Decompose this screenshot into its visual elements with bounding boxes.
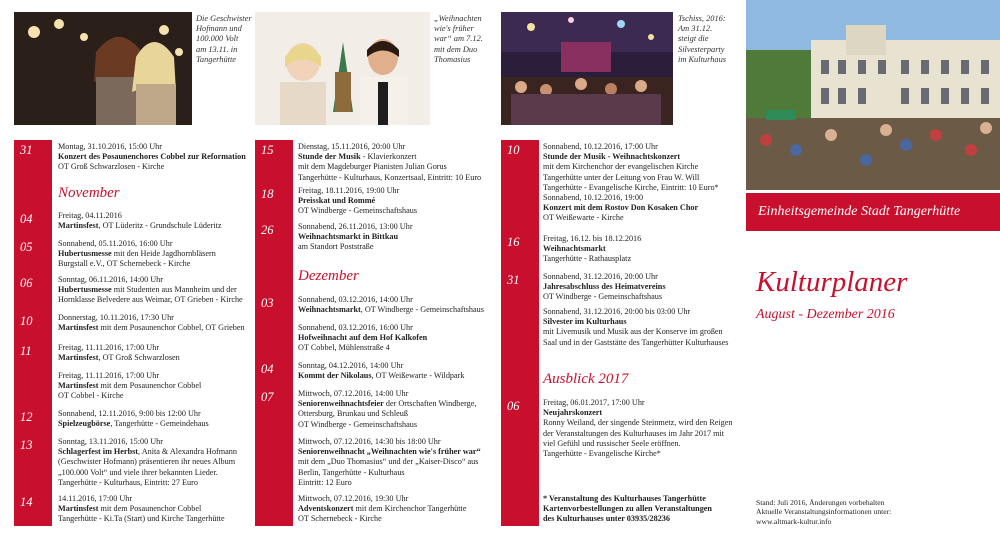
event-line: Konzert mit dem Rostov Don Kosaken Chor bbox=[543, 203, 699, 213]
event-line: Freitag, 11.11.2016, 17:00 Uhr bbox=[58, 371, 160, 380]
footer-info: Stand: Juli 2016, Änderungen vorbehalten Aktuelle Veranstaltungsinformationen unter: www.altmark-kultur.info bbox=[756, 498, 892, 526]
siblings-photo-illustration bbox=[14, 12, 192, 125]
event-entry bbox=[298, 295, 484, 315]
event-line: Saal und in der Gaststätte des Tangerhütter Kulturhauses bbox=[543, 337, 729, 347]
event-line: am Standort Poststraße bbox=[298, 242, 374, 252]
photo-party bbox=[501, 12, 673, 125]
event-line: Martinsfest mit dem Posaunenchor Cobbel, OT Grieben bbox=[58, 323, 245, 333]
kulturhaus-photo-illustration bbox=[746, 0, 1000, 190]
event-entry bbox=[543, 234, 641, 265]
event-line: Berlin, Tangerhütte - Kulturhaus bbox=[298, 467, 405, 477]
event-entry bbox=[58, 275, 243, 306]
event-day-number: 13 bbox=[20, 438, 33, 452]
event-entry bbox=[543, 307, 729, 348]
event-day-number: 03 bbox=[261, 296, 274, 310]
event-line: Sonnabend, 26.11.2016, 13:00 Uhr bbox=[298, 222, 413, 231]
event-entry bbox=[58, 142, 246, 173]
event-line: viel Gefühl und russischer Seele eröffnen. bbox=[543, 438, 681, 448]
event-line: Sonnabend, 10.12.2016, 19:00 bbox=[543, 193, 644, 202]
event-day-number: 04 bbox=[20, 212, 33, 226]
event-day-number: 14 bbox=[20, 495, 33, 509]
event-line: Hubertusmesse mit den Heide Jagdhornbläsern bbox=[58, 249, 216, 259]
event-line: Ronny Weiland, der singende Steinmetz, wird den Reigen bbox=[543, 418, 733, 428]
event-line: Silvester im Kulturhaus bbox=[543, 317, 627, 327]
event-entry bbox=[298, 142, 481, 183]
event-line: mit dem Kirchenchor der evangelischen Kirche bbox=[543, 162, 699, 172]
photo-caption-3: Tschiss, 2016: Am 31.12. steigt die Silvesterparty im Kulturhaus bbox=[678, 14, 727, 64]
kulturplaner-subtitle: August - Dezember 2016 bbox=[756, 307, 895, 322]
event-entry bbox=[58, 211, 222, 231]
event-line: Sonntag, 04.12.2016, 14:00 Uhr bbox=[298, 361, 404, 370]
event-entry bbox=[58, 239, 216, 270]
event-line: Tangerhütte - Rathausplatz bbox=[543, 254, 632, 264]
event-line: OT Weißewarte - Kirche bbox=[543, 213, 624, 223]
event-line: Freitag, 16.12. bis 18.12.2016 bbox=[543, 234, 642, 243]
event-line: Seniorenweihnachtsfeier der Ortschaften Windberge, bbox=[298, 399, 477, 409]
event-line: OT Windberge - Gemeinschaftshaus bbox=[298, 206, 418, 216]
event-line: Hubertusmesse mit Studenten aus Mannheim und der bbox=[58, 285, 237, 295]
event-line: Spielzeugbörse, Tangerhütte - Gemeindehaus bbox=[58, 419, 209, 429]
event-line: mit Livemusik und Musik aus der Konserve im großen bbox=[543, 327, 723, 337]
event-entry bbox=[298, 437, 481, 488]
event-line: Burgstall e.V., OT Schernebeck - Kirche bbox=[58, 259, 191, 269]
photo-siblings bbox=[14, 12, 192, 125]
event-day-number: 16 bbox=[507, 235, 520, 249]
event-entry bbox=[298, 186, 417, 217]
event-line: OT Windberge - Gemeinschaftshaus bbox=[298, 419, 418, 429]
event-day-number: 06 bbox=[20, 276, 33, 290]
event-line: OT Schernebeck - Kirche bbox=[298, 514, 382, 524]
event-entry bbox=[58, 343, 180, 363]
kulturplaner-title: Kulturplaner bbox=[756, 266, 908, 298]
photo-caption-2: „Weihnachten wie's früher war“ am 7.12. mit dem Duo Thomasius bbox=[434, 14, 483, 64]
duo-photo-illustration bbox=[255, 12, 430, 125]
event-line: Sonnabend, 05.11.2016, 16:00 Uhr bbox=[58, 239, 173, 248]
event-line: Tangerhütte unter der Leitung von Frau W. Will bbox=[543, 172, 700, 182]
event-day-number: 26 bbox=[261, 223, 274, 237]
event-day-number: 18 bbox=[261, 187, 274, 201]
event-line: „100.000 Volt“ und viele ihrer bekannten Lieder. bbox=[58, 467, 218, 477]
event-entry bbox=[298, 323, 427, 354]
event-line: Sonntag, 06.11.2016, 14:00 Uhr bbox=[58, 275, 163, 284]
event-line: Freitag, 18.11.2016, 19:00 Uhr bbox=[298, 186, 400, 195]
event-line: Hornklasse Belvedere aus Weimar, OT Grieben - Kirche bbox=[58, 295, 243, 305]
event-line: Sonntag, 13.11.2016, 15:00 Uhr bbox=[58, 437, 163, 446]
event-line: Jahresabschluss des Heimatvereins bbox=[543, 282, 666, 292]
event-line: Tangerhütte - Kulturhaus, Eintritt: 27 Euro bbox=[58, 477, 198, 487]
event-line: Eintritt: 12 Euro bbox=[298, 477, 352, 487]
event-line: Martinsfest, OT Groß Schwarzlosen bbox=[58, 353, 180, 363]
event-entry bbox=[298, 494, 466, 525]
party-photo-illustration bbox=[501, 12, 673, 125]
event-line: Sonnabend, 12.11.2016, 9:00 bis 12:00 Uhr bbox=[58, 409, 201, 418]
event-line: Tangerhütte - Evangelische Kirche, Eintritt: 10 Euro* bbox=[543, 182, 719, 192]
event-line: Sonnabend, 31.12.2016, 20:00 Uhr bbox=[543, 272, 658, 281]
event-entry bbox=[298, 389, 476, 430]
event-line: Konzert des Posaunenchores Cobbel zur Reformation bbox=[58, 152, 246, 162]
event-line: Kommt der Nikolaus, OT Weißewarte - Wildpark bbox=[298, 371, 465, 381]
event-entry bbox=[58, 313, 245, 333]
event-line: Stunde der Musik - Weihnachtskonzert bbox=[543, 152, 681, 162]
event-day-number: 15 bbox=[261, 143, 274, 157]
event-line: mit dem Magdeburger Pianisten Julian Gorus bbox=[298, 162, 447, 172]
event-day-number: 31 bbox=[507, 273, 520, 287]
event-line: Weihnachtsmarkt in Bittkau bbox=[298, 232, 399, 242]
event-day-number: 11 bbox=[20, 344, 32, 358]
event-line: Mittwoch, 07.12.2016, 14:00 Uhr bbox=[298, 389, 409, 398]
event-line: Freitag, 04.11.2016 bbox=[58, 211, 122, 220]
event-line: Weihnachtsmarkt, OT Windberge - Gemeinschaftshaus bbox=[298, 305, 484, 315]
event-entry bbox=[543, 193, 698, 224]
event-line: Sonnabend, 10.12.2016, 17:00 Uhr bbox=[543, 142, 658, 151]
event-line: Freitag, 06.01.2017, 17:00 Uhr bbox=[543, 398, 645, 407]
event-day-number: 04 bbox=[261, 362, 274, 376]
event-line: Preisskat und Rommé bbox=[298, 196, 376, 206]
event-day-number: 31 bbox=[20, 143, 33, 157]
event-line: Ottersburg, Brunkau und Schleuß bbox=[298, 409, 408, 419]
event-line: Stunde der Musik - Klavierkonzert bbox=[298, 152, 417, 162]
event-entry bbox=[543, 272, 666, 303]
event-line: Tangerhütte - Evangelische Kirche* bbox=[543, 449, 661, 459]
municipality-banner: Einheitsgemeinde Stadt Tangerhütte bbox=[746, 193, 1000, 231]
event-line: Sonnabend, 03.12.2016, 16:00 Uhr bbox=[298, 323, 413, 332]
event-line: Hofweihnacht auf dem Hof Kalkofen bbox=[298, 333, 428, 343]
event-entry bbox=[58, 437, 237, 488]
event-entry bbox=[58, 371, 201, 402]
event-line: Donnerstag, 10.11.2016, 17:30 Uhr bbox=[58, 313, 174, 322]
event-line: Mittwoch, 07.12.2016, 14:30 bis 18:00 Uhr bbox=[298, 437, 441, 446]
event-day-number: 06 bbox=[507, 399, 520, 413]
photo-kulturhaus bbox=[746, 0, 1000, 190]
event-line: Weihnachtsmarkt bbox=[543, 244, 606, 254]
event-line: Martinsfest mit dem Posaunenchor Cobbel bbox=[58, 504, 202, 514]
event-entry bbox=[298, 361, 464, 381]
event-entry bbox=[543, 142, 719, 193]
event-line: 14.11.2016, 17:00 Uhr bbox=[58, 494, 133, 503]
event-day-number: 12 bbox=[20, 410, 33, 424]
day-bar-col3 bbox=[501, 140, 539, 526]
event-line: der Veranstaltungen des Kulturhauses im Jahr 2017 mit bbox=[543, 428, 725, 438]
event-line: Martinsfest, OT Lüderitz - Grundschule Lüderitz bbox=[58, 221, 222, 231]
event-line: Tangerhütte - Kulturhaus, Konzertsaal, Eintritt: 10 Euro bbox=[298, 172, 482, 182]
event-day-number: 07 bbox=[261, 390, 274, 404]
event-line: Adventskonzert mit dem Kirchenchor Tangerhütte bbox=[298, 504, 467, 514]
day-bar-col1 bbox=[14, 140, 52, 526]
event-day-number: 10 bbox=[20, 314, 33, 328]
event-line: OT Windberge - Gemeinschaftshaus bbox=[543, 292, 663, 302]
event-line: Neujahrskonzert bbox=[543, 408, 603, 418]
event-line: Sonnabend, 31.12.2016, 20:00 bis 03:00 Uhr bbox=[543, 307, 691, 316]
event-line: Schlagerfest im Herbst, Anita & Alexandra Hofmann bbox=[58, 447, 237, 457]
event-line: Martinsfest mit dem Posaunenchor Cobbel bbox=[58, 381, 202, 391]
event-entry bbox=[298, 222, 413, 253]
event-entry bbox=[58, 409, 209, 429]
event-line: OT Groß Schwarzlosen - Kirche bbox=[58, 162, 165, 172]
kulturhaus-footnote: * Veranstaltung des Kulturhauses Tangerhütte Kartenvorbestellungen zu allen Veranstaltungen des Kulturhauses unter 03935/28236 bbox=[543, 494, 712, 524]
month-heading: November bbox=[58, 185, 120, 201]
event-line: (Geschwister Hofmann) präsentieren ihr neues Album bbox=[58, 457, 236, 467]
event-line: mit dem „Duo Thomasius“ und der „Kaiser-Disco“ aus bbox=[298, 457, 479, 467]
event-entry bbox=[543, 398, 733, 459]
event-day-number: 10 bbox=[507, 143, 520, 157]
event-entry bbox=[58, 494, 225, 525]
event-line: Dienstag, 15.11.2016, 20:00 Uhr bbox=[298, 142, 406, 151]
event-line: Tangerhütte - Ki.Ta (Start) und Kirche Tangerhütte bbox=[58, 514, 225, 524]
event-line: Freitag, 11.11.2016, 17:00 Uhr bbox=[58, 343, 160, 352]
event-day-number: 05 bbox=[20, 240, 33, 254]
event-line: Mittwoch, 07.12.2016, 19:30 Uhr bbox=[298, 494, 409, 503]
month-heading: Ausblick 2017 bbox=[543, 371, 629, 387]
photo-duo bbox=[255, 12, 430, 125]
event-line: OT Cobbel, Mühlenstraße 4 bbox=[298, 343, 390, 353]
event-line: Montag, 31.10.2016, 15:00 Uhr bbox=[58, 142, 162, 151]
event-line: OT Cobbel - Kirche bbox=[58, 391, 124, 401]
photo-caption-1: Die Geschwister Hofmann und 100.000 Volt am 13.11. in Tangerhütte bbox=[196, 14, 252, 64]
event-line: Seniorenweihnacht „Weihnachten wie's früher war“ bbox=[298, 447, 481, 457]
event-line: Sonnabend, 03.12.2016, 14:00 Uhr bbox=[298, 295, 413, 304]
month-heading: Dezember bbox=[298, 268, 359, 284]
